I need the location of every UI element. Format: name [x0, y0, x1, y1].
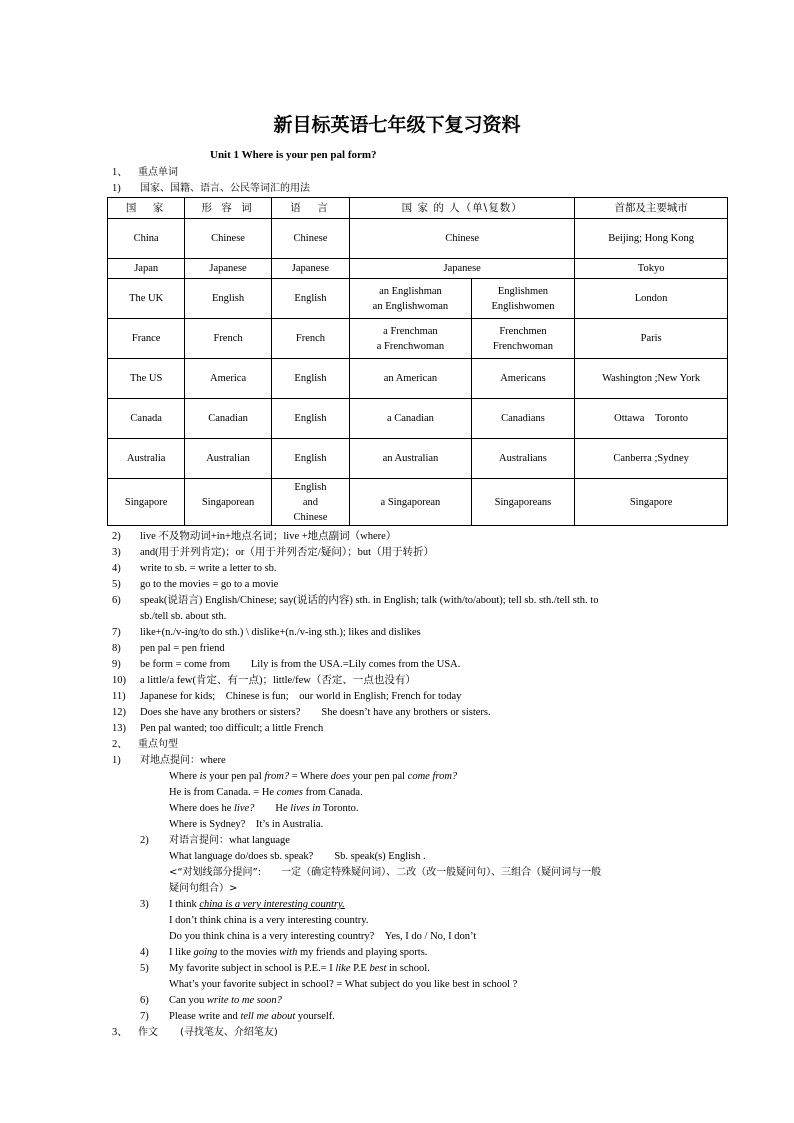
item-1-text: 国家、国籍、语言、公民等词汇的用法	[140, 183, 310, 194]
pattern-7-number: 7)	[140, 1011, 149, 1022]
cell-people-singular	[350, 319, 472, 359]
example-line: Where is your pen pal from? = Where does your pen pal come from?	[169, 771, 458, 782]
list-item-number: 7)	[112, 627, 121, 638]
cell-adjective: English	[185, 279, 271, 319]
cell-line: a Frenchwoman	[376, 340, 445, 352]
cell-line: Chinese	[293, 511, 328, 523]
cell-language: Chinese	[271, 219, 349, 259]
note-line: 疑问句组合）>	[169, 883, 238, 894]
cell-country: Australia	[108, 439, 185, 479]
list-item: write to sb. = write a letter to sb.	[140, 563, 277, 574]
example-line: He is from Canada. = He comes from Canada.	[169, 787, 363, 798]
cell-capital: Tokyo	[575, 259, 728, 279]
example-line: Please write and tell me about yourself.	[169, 1011, 335, 1022]
section-2-number: 2、	[112, 739, 128, 750]
table-row	[108, 359, 728, 399]
cell-people-plural	[471, 279, 575, 319]
cell-people-singular: a Canadian	[350, 399, 472, 439]
table-row	[108, 219, 728, 259]
cell-people-plural: Canadians	[471, 399, 575, 439]
cell-country: The UK	[108, 279, 185, 319]
item-1-number: 1)	[112, 183, 121, 194]
cell-language: English	[271, 279, 349, 319]
cell-adjective: French	[185, 319, 271, 359]
table-row	[108, 279, 728, 319]
cell-line: Englishmen	[497, 285, 549, 297]
example-line: What language do/does sb. speak? Sb. speak(s) English .	[169, 851, 426, 862]
list-item-number: 11)	[112, 691, 126, 702]
list-item-number: 5)	[112, 579, 121, 590]
table-row	[108, 259, 728, 279]
example-line: I think china is a very interesting country.	[169, 899, 345, 910]
example-line: What’s your favorite subject in school? = What subject do you like best in school ?	[169, 979, 518, 990]
cell-people-singular: a Singaporean	[350, 479, 472, 526]
cell-adjective: Canadian	[185, 399, 271, 439]
cell-capital: Paris	[575, 319, 728, 359]
cell-capital: Washington ;New York	[575, 359, 728, 399]
cell-country: Singapore	[108, 479, 185, 526]
list-item-number: 4)	[112, 563, 121, 574]
list-item: be form = come from Lily is from the USA.=Lily comes from the USA.	[140, 659, 461, 670]
cell-people: Japanese	[350, 259, 575, 279]
cell-line: Frenchwoman	[492, 340, 553, 352]
header-country: 国 家	[108, 198, 185, 219]
example-line: Where does he live? He lives in Toronto.	[169, 803, 359, 814]
cell-country: China	[108, 219, 185, 259]
cell-language: English	[271, 359, 349, 399]
list-item-number: 3)	[112, 547, 121, 558]
cell-line: an Englishwoman	[372, 300, 449, 312]
cell-capital: Ottawa Toronto	[575, 399, 728, 439]
unit-subtitle: Unit 1 Where is your pen pal form?	[210, 149, 377, 161]
pattern-keyword: what language	[229, 835, 290, 846]
list-item-number: 12)	[112, 707, 126, 718]
section-3-heading: 作文	[138, 1027, 158, 1038]
list-item: go to the movies = go to a movie	[140, 579, 279, 590]
example-line: Can you write to me soon?	[169, 995, 282, 1006]
cell-country: Japan	[108, 259, 185, 279]
cell-people: Chinese	[350, 219, 575, 259]
cell-language: English	[271, 399, 349, 439]
cell-adjective: America	[185, 359, 271, 399]
cell-adjective: Singaporean	[185, 479, 271, 526]
cell-line: a Frenchman	[383, 325, 438, 337]
cell-language	[271, 479, 349, 526]
list-item: and(用于并列肯定)；or（用于并列否定/疑问）；but（用于转折）	[140, 547, 434, 558]
list-item-number: 9)	[112, 659, 121, 670]
cell-people-plural: Americans	[471, 359, 575, 399]
header-capital: 首都及主要城市	[575, 198, 728, 219]
header-adjective: 形 容 词	[185, 198, 271, 219]
cell-capital: London	[575, 279, 728, 319]
pattern-2-number: 2)	[140, 835, 149, 846]
example-line: Where is Sydney? It’s in Australia.	[169, 819, 324, 830]
example-line: I like going to the movies with my friends and playing sports.	[169, 947, 428, 958]
cell-line: and	[302, 496, 319, 508]
cell-language: Japanese	[271, 259, 349, 279]
list-item: like+(n./v-ing/to do sth.) \ dislike+(n./v-ing sth.); likes and dislikes	[140, 627, 421, 638]
cell-line: Englishwomen	[491, 300, 555, 312]
list-item: Japanese for kids; Chinese is fun; our world in English; French for today	[140, 691, 462, 702]
section-1-heading: 重点单词	[138, 167, 178, 178]
list-item: Pen pal wanted; too difficult; a little French	[140, 723, 324, 734]
pattern-keyword: where	[200, 755, 226, 766]
cell-country: France	[108, 319, 185, 359]
pattern-4-number: 4)	[140, 947, 149, 958]
cell-people-singular	[350, 279, 472, 319]
list-item: a little/a few(肯定、有一点)；little/few（否定、一点也没有）	[140, 675, 416, 686]
table-row	[108, 439, 728, 479]
example-line: Do you think china is a very interesting country? Yes, I do / No, I don’t	[169, 931, 477, 942]
list-item: live 不及物动词+in+地点名词；live +地点副词（where）	[140, 531, 397, 542]
page-title: 新目标英语七年级下复习资料	[273, 114, 521, 136]
list-item: Does she have any brothers or sisters? She doesn’t have any brothers or sisters.	[140, 707, 491, 718]
table-header-row	[108, 198, 728, 219]
list-item-number: 2)	[112, 531, 121, 542]
cell-language: English	[271, 439, 349, 479]
example-line: My favorite subject in school is P.E.= I like P.E best in school.	[169, 963, 430, 974]
pattern-5-number: 5)	[140, 963, 149, 974]
note-line: <“对划线部分提问”: 一定（确定特殊疑问词）、二改（改一般疑问句）、三组合（疑问词与一般	[169, 867, 602, 878]
table-row	[108, 399, 728, 439]
list-item-number: 8)	[112, 643, 121, 654]
cell-language: French	[271, 319, 349, 359]
cell-people-plural: Singaporeans	[471, 479, 575, 526]
pattern-1-number: 1)	[112, 755, 121, 766]
cell-line: English	[294, 481, 327, 493]
example-line: I don’t think china is a very interesting country.	[169, 915, 369, 926]
section-3-number: 3、	[112, 1027, 128, 1038]
cell-capital: Canberra ;Sydney	[575, 439, 728, 479]
cell-line: an Englishman	[379, 285, 442, 297]
cell-country: Canada	[108, 399, 185, 439]
list-item-continued: sb./tell sb. about sth.	[140, 611, 227, 622]
list-item-number: 10)	[112, 675, 126, 686]
cell-people-plural	[471, 319, 575, 359]
section-1-number: 1、	[112, 167, 128, 178]
list-item-number: 13)	[112, 723, 126, 734]
list-item: pen pal = pen friend	[140, 643, 225, 654]
cell-people-plural: Australians	[471, 439, 575, 479]
cell-adjective: Australian	[185, 439, 271, 479]
cell-adjective: Chinese	[185, 219, 271, 259]
cell-line: Frenchmen	[499, 325, 547, 337]
cell-adjective: Japanese	[185, 259, 271, 279]
pattern-2-heading	[169, 834, 290, 848]
header-language: 语 言	[271, 198, 349, 219]
cell-capital: Beijing; Hong Kong	[575, 219, 728, 259]
list-item: speak(说语言) English/Chinese; say(说话的内容) sth. in English; talk (with/to/about); tell sb. sth./tell sth. to	[140, 595, 599, 606]
cell-country: The US	[108, 359, 185, 399]
pattern-label: 对语言提问：	[169, 835, 229, 846]
pattern-1-heading	[140, 754, 226, 768]
table-row	[108, 479, 728, 526]
section-2-heading: 重点句型	[138, 739, 178, 750]
cell-capital: Singapore	[575, 479, 728, 526]
pattern-label: 对地点提问：	[140, 755, 200, 766]
pattern-6-number: 6)	[140, 995, 149, 1006]
cell-people-singular: an Australian	[350, 439, 472, 479]
pattern-3-number: 3)	[140, 899, 149, 910]
header-people: 国 家 的 人（单\复数）	[350, 198, 575, 219]
country-vocabulary-table	[107, 197, 728, 526]
table-row	[108, 319, 728, 359]
list-item-number: 6)	[112, 595, 121, 606]
cell-people-singular: an American	[350, 359, 472, 399]
section-3-note: (寻找笔友、介绍笔友)	[180, 1027, 278, 1038]
